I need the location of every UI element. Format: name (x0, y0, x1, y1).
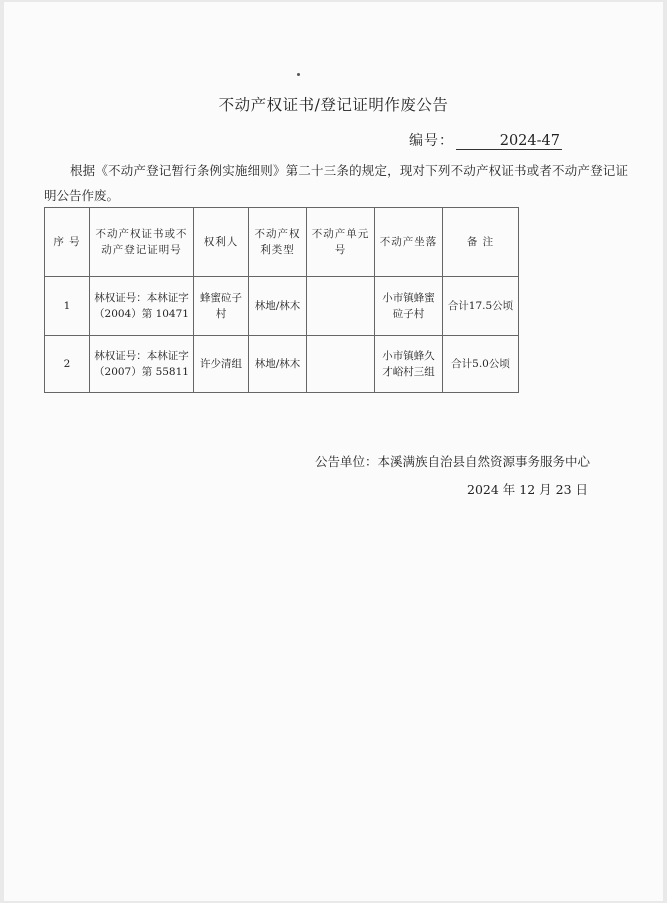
serial-label: 编号： (409, 133, 454, 149)
issue-date: 2024 年 12 月 23 日 (467, 482, 588, 497)
table-cell: 小市镇蜂蜜砬子村 (375, 277, 443, 336)
header-cell: 不动产坐落 (375, 208, 443, 277)
table-cell (307, 277, 375, 336)
table-header-row (45, 208, 519, 277)
header-cell: 权利人 (194, 208, 249, 277)
table-cell: 林权证号：本林证字（2004）第 10471 (90, 277, 194, 336)
table-cell: 许少清组 (194, 336, 249, 393)
document-title: 不动产权证书/登记证明作废公告 (218, 96, 449, 114)
table-cell: 小市镇蜂久才峪村三组 (375, 336, 443, 393)
table-cell: 1 (45, 277, 90, 336)
announcement-body: 根据《不动产登记暂行条例实施细则》第二十三条的规定，现对下列不动产权证书或者不动产登记证明公告作废。 (44, 163, 628, 203)
serial-value: 2024-47 (456, 133, 562, 150)
table-cell: 合计17.5公顷 (443, 277, 519, 336)
header-cell: 备 注 (443, 208, 519, 277)
table-cell: 林权证号：本林证字（2007）第 55811 (90, 336, 194, 393)
certificate-table (44, 207, 519, 393)
header-cell: 序 号 (45, 208, 90, 277)
header-cell: 不动产权证书或不动产登记证明号 (90, 208, 194, 277)
table-cell: 林地/林木 (249, 277, 307, 336)
table-cell: 林地/林木 (249, 336, 307, 393)
table-cell: 蜂蜜砬子村 (194, 277, 249, 336)
header-cell: 不动产权利类型 (249, 208, 307, 277)
table-cell: 合计5.0公顷 (443, 336, 519, 393)
table-cell: 2 (45, 336, 90, 393)
table-row (45, 277, 519, 336)
scan-dot (297, 73, 300, 76)
serial-number (409, 130, 562, 150)
issuing-unit: 公告单位：本溪满族自治县自然资源事务服务中心 (315, 454, 591, 469)
table-cell (307, 336, 375, 393)
table-row (45, 336, 519, 393)
header-cell: 不动产单元号 (307, 208, 375, 277)
